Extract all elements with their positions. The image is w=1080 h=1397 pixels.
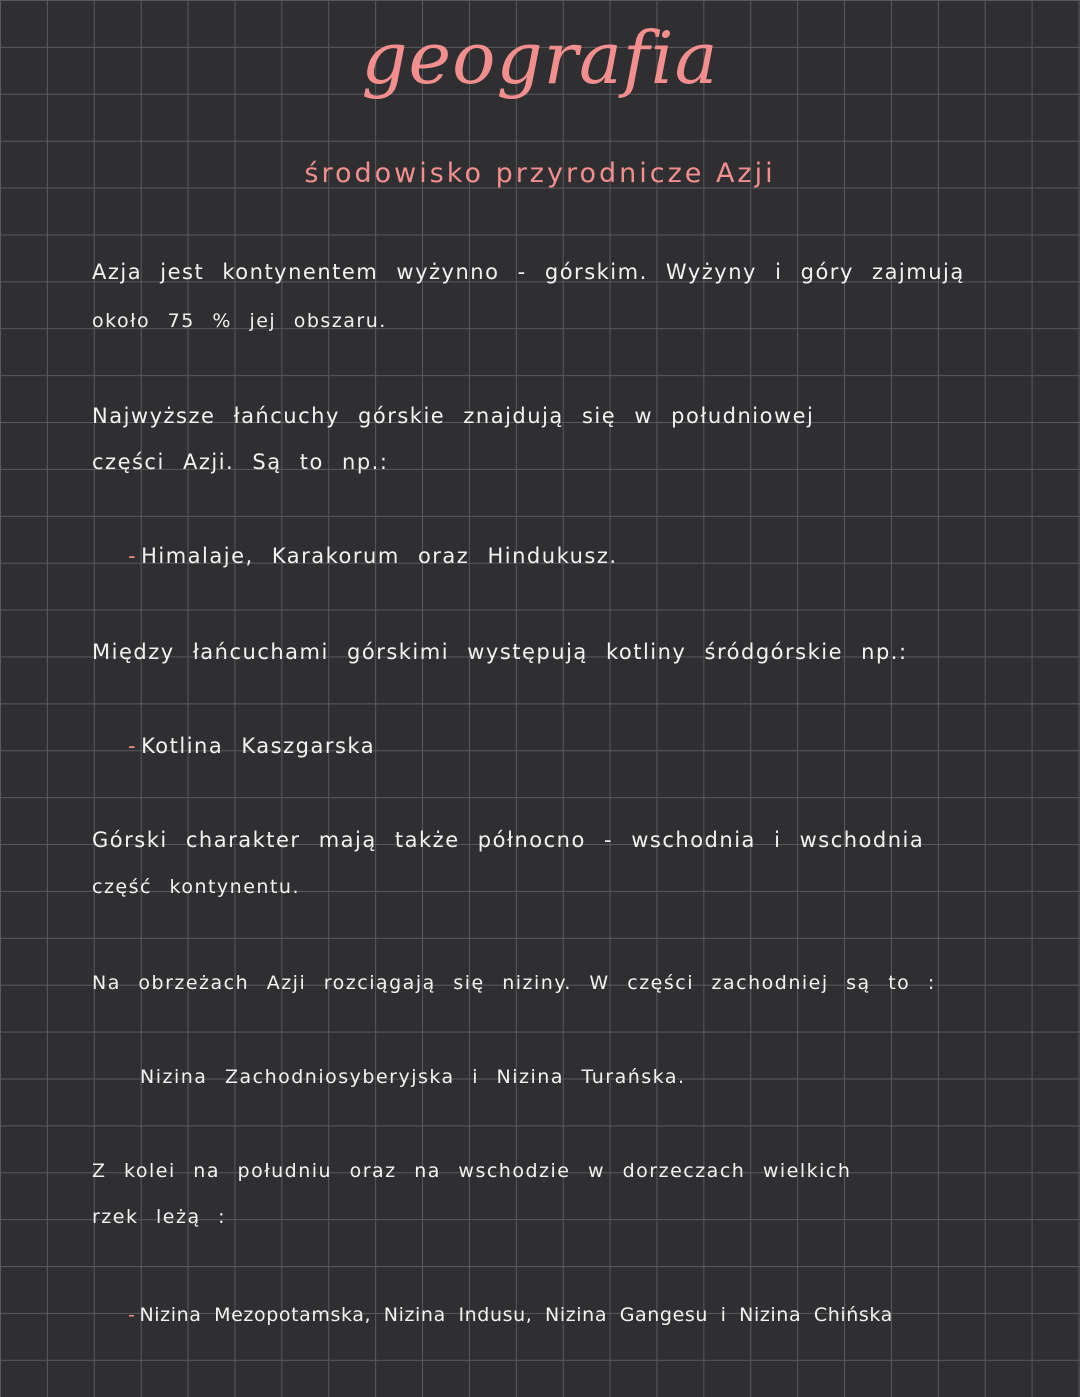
bullet-dash: - — [128, 544, 138, 568]
paragraph-4-line-1: Górski charakter mają także północno - wschodnia i wschodnia — [92, 828, 925, 852]
paragraph-2-line-1: Najwyższe łańcuchy górskie znajdują się w południowej — [92, 404, 815, 428]
bullet-item-3 — [128, 1304, 893, 1326]
paragraph-3-line-1: Między łańcuchami górskimi występują kotliny śródgórskie np.: — [92, 640, 908, 664]
paragraph-2-line-2: części Azji. Są to np.: — [92, 450, 389, 474]
paragraph-4-line-2: część kontynentu. — [92, 876, 300, 898]
bullet-item-1-text: Himalaje, Karakorum oraz Hindukusz. — [141, 544, 618, 568]
paragraph-6-line-2: rzek leżą : — [92, 1206, 227, 1228]
paragraph-1-line-1: Azja jest kontynentem wyżynno - górskim. Wyżyny i góry zajmują — [92, 260, 965, 284]
bullet-item-1 — [128, 544, 618, 568]
bullet-dash: - — [128, 1304, 136, 1326]
list-item-lowlands-west: Nizina Zachodniosyberyjska i Nizina Turańska. — [140, 1066, 686, 1088]
bullet-dash: - — [128, 734, 138, 758]
page-subtitle: środowisko przyrodnicze Azji — [304, 158, 776, 189]
bullet-item-3-text: Nizina Mezopotamska, Nizina Indusu, Nizina Gangesu i Nizina Chińska — [139, 1304, 893, 1326]
paragraph-6-line-1: Z kolei na południu oraz na wschodzie w dorzeczach wielkich — [92, 1160, 852, 1182]
bullet-item-2-text: Kotlina Kaszgarska — [141, 734, 376, 758]
bullet-item-2 — [128, 734, 375, 758]
paragraph-5-line-1: Na obrzeżach Azji rozciągają się niziny. W części zachodniej są to : — [92, 972, 936, 994]
paragraph-1-line-2: około 75 % jej obszaru. — [92, 310, 387, 332]
page-title: geografia — [361, 16, 719, 100]
